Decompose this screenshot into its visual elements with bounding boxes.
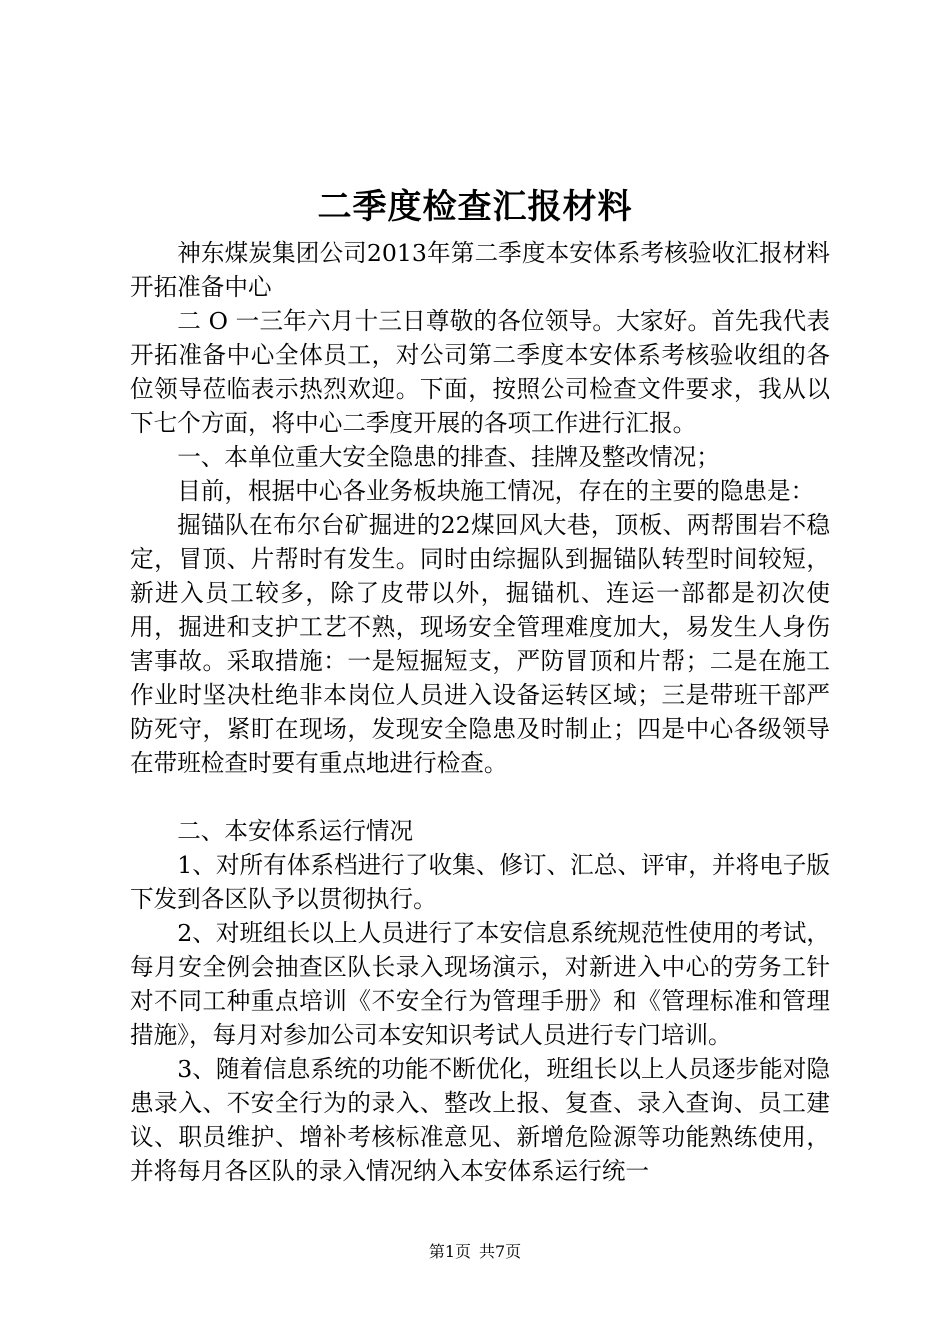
paragraph-hazards-detail: 掘锚队在布尔台矿掘进的22煤回风大巷，顶板、两帮围岩不稳定，冒顶、片帮时有发生。同时由综掘队到掘锚队转型时间较短，新进入员工较多，除了皮带以外，掘锚机、连运一部都是初次使用，掘进和支护工艺不熟，现场安全管理难度加大，易发生人身伤害事故。采取措施：一是短掘短支，严防冒顶和片帮；二是在施工作业时坚决杜绝非本岗位人员进入设备运转区域；三是带班干部严防死守，紧盯在现场，发现安全隐患及时制止；四是中心各级领导在带班检查时要有重点地进行检查。 bbox=[130, 511, 830, 777]
list-item-1: 1、对所有体系档进行了收集、修订、汇总、评审，并将电子版下发到各区队予以贯彻执行。 bbox=[130, 851, 830, 913]
section-heading-1: 一、本单位重大安全隐患的排查、挂牌及整改情况； bbox=[177, 443, 720, 471]
paragraph-header: 神东煤炭集团公司2013年第二季度本安体系考核验收汇报材料开拓准备中心 bbox=[130, 239, 830, 301]
list-item-3: 3、随着信息系统的功能不断优化，班组长以上人员逐步能对隐患录入、不安全行为的录入、整改上报、复查、录入查询、员工建议、职员维护、增补考核标准意见、新增危险源等功能熟练使用，并将每月各区队的录入情况纳入本安体系运行统一 bbox=[130, 1055, 830, 1185]
page-number: 第1页 bbox=[428, 1242, 471, 1261]
page-total: 共7页 bbox=[479, 1242, 522, 1261]
paragraph-hazards-intro: 目前，根据中心各业务板块施工情况，存在的主要的隐患是： bbox=[177, 477, 815, 505]
document-title: 二季度检查汇报材料 bbox=[317, 187, 633, 227]
document-body bbox=[130, 236, 830, 1188]
list-item-2: 2、对班组长以上人员进行了本安信息系统规范性使用的考试，每月安全例会抽查区队长录入现场演示，对新进入中心的劳务工针对不同工种重点培训《不安全行为管理手册》和《管理标准和管理措施》，每月对参加公司本安知识考试人员进行专门培训。 bbox=[130, 919, 830, 1049]
paragraph-greeting: 二 O 一三年六月十三日尊敬的各位领导。大家好。首先我代表开拓准备中心全体员工，对公司第二季度本安体系考核验收组的各位领导莅临表示热烈欢迎。下面，按照公司检查文件要求，我从以下七个方面，将中心二季度开展的各项工作进行汇报。 bbox=[130, 307, 830, 437]
page-footer bbox=[0, 1240, 950, 1264]
section-heading-2: 二、本安体系运行情况 bbox=[177, 817, 414, 845]
blank-line bbox=[130, 780, 830, 814]
